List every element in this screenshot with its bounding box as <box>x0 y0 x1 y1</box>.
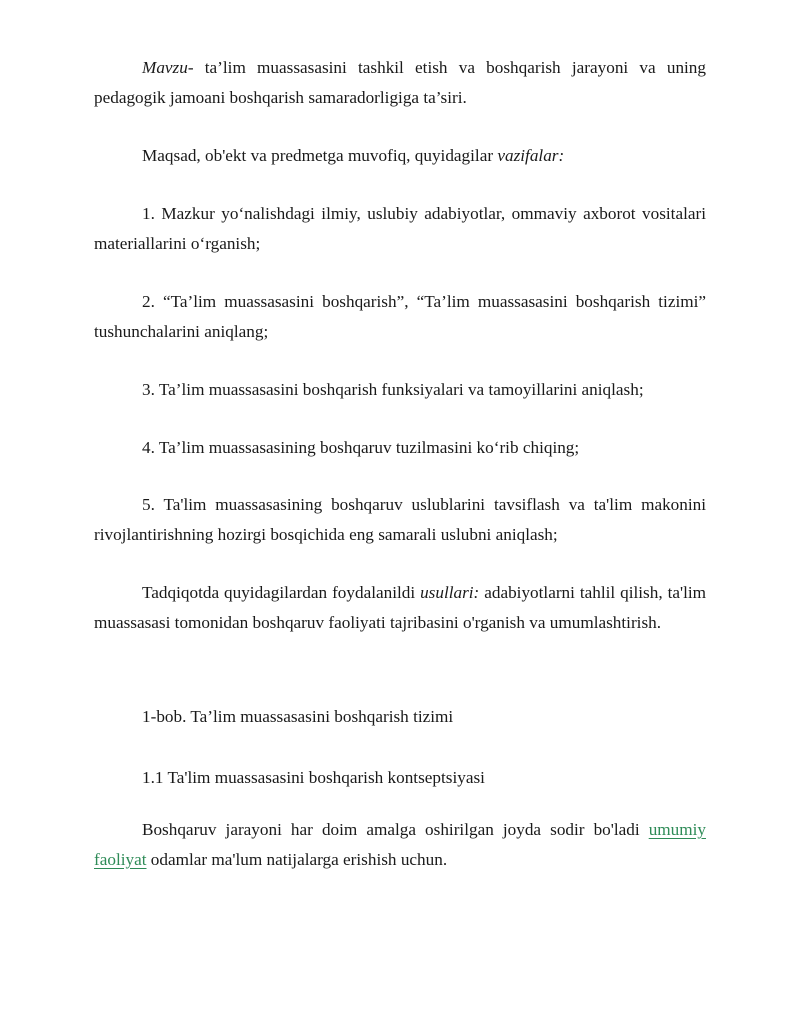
task-item-5: 5. Ta'lim muassasasining boshqaruv uslublarini tavsiflash va ta'lim makonini rivojlantirishning hozirgi bosqichida eng samarali uslubni aniqlash; <box>94 495 706 544</box>
task-item-1: 1. Mazkur yo‘nalishdagi ilmiy, uslubiy adabiyotlar, ommaviy axborot vositalari materiallarini o‘rganish; <box>94 204 706 253</box>
topic-label: Mavzu- <box>142 58 194 77</box>
closing-text-after: odamlar ma'lum natijalarga erishish uchun. <box>146 850 448 869</box>
closing-text-before: Boshqaruv jarayoni har doim amalga oshirilgan joyda sodir bo'ladi <box>142 820 649 839</box>
task-item-4: 4. Ta’lim muassasasining boshqaruv tuzilmasini ko‘rib chiqing; <box>142 438 580 457</box>
umumiy-faoliyat-link[interactable]: umumiy faoliyat <box>94 820 706 869</box>
goal-text: Maqsad, ob'ekt va predmetga muvofiq, quyidagilar <box>142 146 498 165</box>
task-item-2: 2. “Ta’lim muassasasini boshqarish”, “Ta’lim muassasasini boshqarish tizimi” tushunchalarini aniqlang; <box>94 292 706 341</box>
goal-paragraph <box>94 141 706 171</box>
methods-text-before: Tadqiqotda quyidagilardan foydalanildi <box>142 583 421 602</box>
closing-paragraph <box>94 815 706 875</box>
section-heading: 1.1 Ta'lim muassasasini boshqarish kontseptsiyasi <box>142 768 485 787</box>
topic-text: ta’lim muassasasini tashkil etish va boshqarish jarayoni va uning pedagogik jamoani boshqarish samaradorligiga ta’siri. <box>94 58 706 107</box>
chapter-heading: 1-bob. Ta’lim muassasasini boshqarish tizimi <box>142 707 454 726</box>
methods-text-after: adabiyotlarni tahlil qilish, ta'lim muassasasi tomonidan boshqaruv faoliyati tajribasini o'rganish va umumlashtirish. <box>94 583 706 632</box>
goal-emphasis: vazifalar: <box>497 146 565 165</box>
methods-emphasis: usullari: <box>420 583 480 602</box>
methods-paragraph <box>94 578 706 638</box>
task-item-3: 3. Ta’lim muassasasini boshqarish funksiyalari va tamoyillarini aniqlash; <box>142 380 644 399</box>
topic-paragraph <box>94 53 706 113</box>
